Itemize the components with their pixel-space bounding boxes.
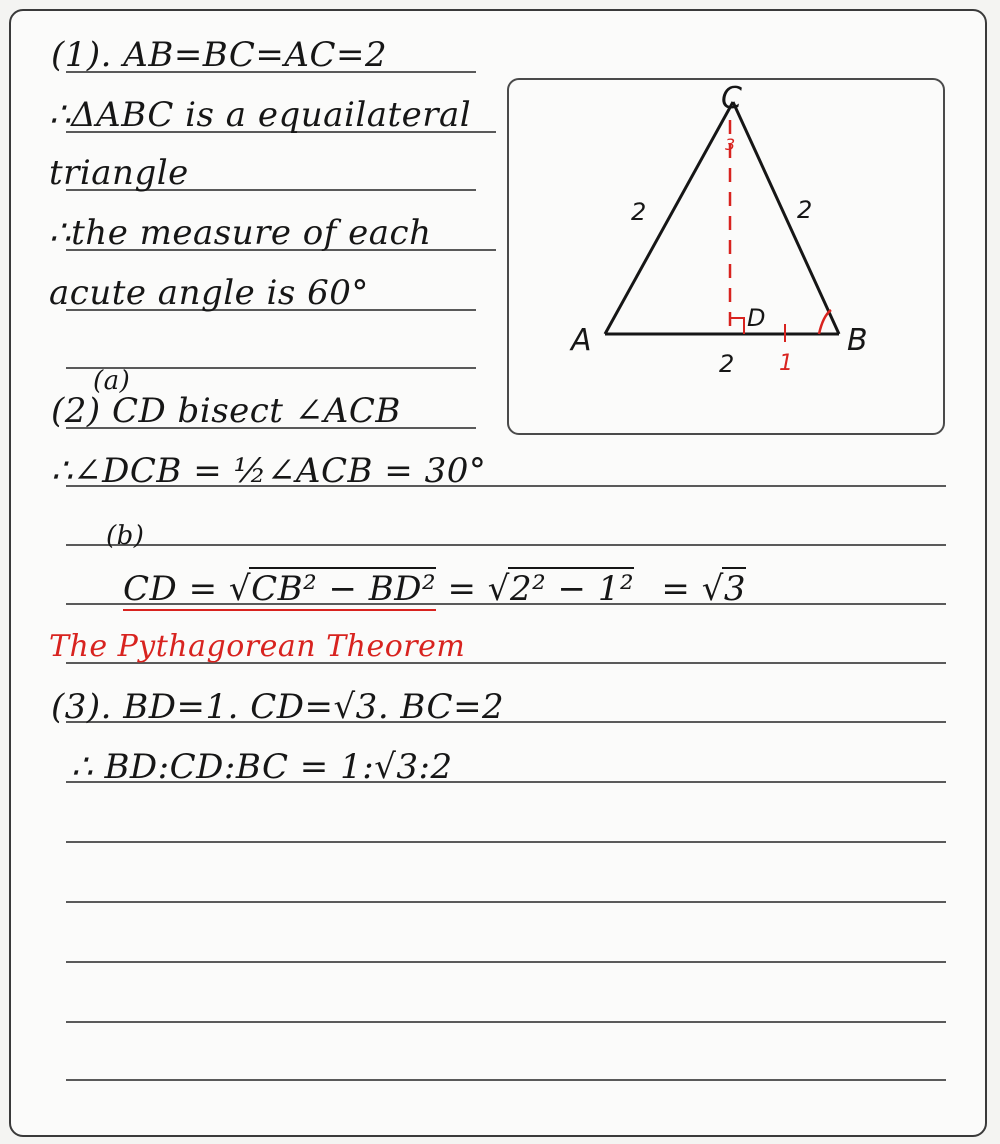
part2-sub-a: (a) [93, 366, 131, 396]
side-bc-length: 2 [797, 196, 813, 224]
ruled-line [66, 544, 946, 546]
segment-db-length: 1 [779, 351, 793, 376]
equation-mid: = [436, 569, 488, 609]
triangle-diagram [509, 80, 943, 433]
angle-c-mark: 3 [725, 135, 736, 154]
pythagorean-equation: CD = √CB² − BD² = √2² − 1² = √3 [123, 569, 747, 609]
notebook-page [9, 9, 987, 1137]
triangle-figure [507, 78, 945, 435]
part1-line5: acute angle is 60° [49, 273, 369, 313]
equation-radicand-2: 2² − 1² [509, 569, 635, 609]
part1-line4: ∴the measure of each [49, 213, 432, 253]
part2-line2: ∴∠DCB = ½∠ACB = 30° [51, 451, 487, 491]
part3-line2: ∴ BD:CD:BC = 1:√3:2 [71, 747, 453, 787]
equation-lhs: CD = [123, 569, 229, 609]
side-ac-length: 2 [631, 198, 647, 226]
vertex-d-label: D [747, 304, 766, 332]
ruled-line [66, 961, 946, 963]
side-ac-line [605, 102, 736, 334]
ruled-line [66, 901, 946, 903]
side-ab-length: 2 [719, 350, 735, 378]
ruled-line [66, 1021, 946, 1023]
part1-line3: triangle [49, 153, 189, 193]
ruled-line [66, 1079, 946, 1081]
vertex-c-label: C [721, 81, 742, 116]
part2-line1: (2) CD bisect ∠ACB [51, 391, 401, 431]
right-angle-mark [730, 318, 744, 334]
equation-radicand-3: 3 [723, 569, 747, 609]
ruled-line [66, 841, 946, 843]
part1-line1: (1). AB=BC=AC=2 [51, 35, 388, 75]
side-bc-line [733, 102, 839, 334]
part2-sub-b: (b) [106, 521, 145, 551]
vertex-b-label: B [847, 323, 868, 358]
part1-line2: ∴ΔABC is a equailateral [49, 95, 472, 135]
equation-end: = [650, 569, 702, 609]
equation-radicand-1: CB² − BD² [251, 569, 437, 609]
part3-line1: (3). BD=1. CD=√3. BC=2 [51, 687, 505, 727]
vertex-a-label: A [571, 323, 592, 358]
pythagorean-note: The Pythagorean Theorem [49, 629, 466, 664]
equation-underlined-part: CD = √CB² − BD² [123, 569, 437, 609]
